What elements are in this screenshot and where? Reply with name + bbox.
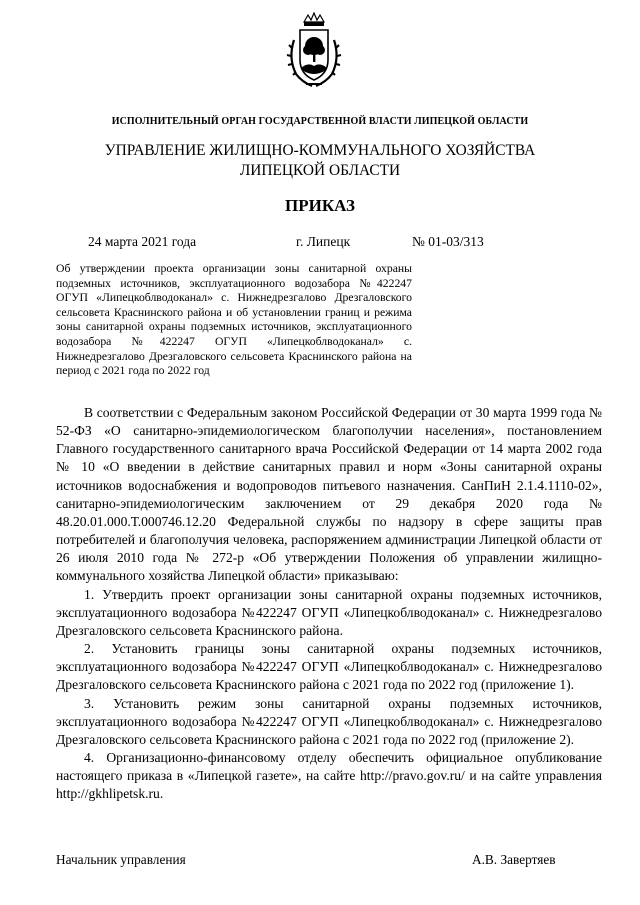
order-item-2: 2. Установить границы зоны санитарной охраны подземных источников, эксплуатационного водозабора №422247 ОГУП «Липецкоблводоканал» с. Нижнедрезгалово Дрезгаловского сельсовета Краснинского района с 2021 года по 2022 год (приложение 1).	[56, 641, 602, 693]
signatory-name: А.В. Завертяев	[472, 852, 556, 867]
document-type: ПРИКАЗ	[285, 196, 355, 215]
department-name-line2: ЛИПЕЦКОЙ ОБЛАСТИ	[239, 162, 401, 179]
order-preamble: В соответствии с Федеральным законом Российской Федерации от 30 марта 1999 года № 52-ФЗ «О санитарно-эпидемиологическом благополучии населения», постановлением Главного государственного санитарного врача Российской Федерации от 14 марта 2002 года № 10 «О введении в действие санитарных правил и норм «Зоны санитарной охраны источников водоснабжения и водопроводов питьевого назначения. СанПиН 2.1.4.1110-02», санитарно-эпидемиологическим заключением от 29 декабря 2020 года № 48.20.01.000.Т.000746.12.20 Федеральной службы по надзору в сфере защиты прав потребителей и благополучия человека, распоряжением администрации Липецкой области от 26 июля 2010 года № 272-р «Об утверждении Положения об управлении жилищно-коммунального хозяйства Липецкой области» приказываю:	[56, 405, 602, 584]
department-name	[0, 141, 640, 181]
order-number: № 01-03/313	[412, 234, 484, 249]
department-name-line1: УПРАВЛЕНИЕ ЖИЛИЩНО-КОММУНАЛЬНОГО ХОЗЯЙСТВА	[104, 142, 536, 159]
order-item-1: 1. Утвердить проект организации зоны санитарной охраны подземных источников, эксплуатационного водозабора №422247 ОГУП «Липецкоблводоканал» с. Нижнедрезгалово Дрезгаловского сельсовета Краснинского района.	[56, 586, 602, 638]
order-date: 24 марта 2021 года	[88, 234, 197, 249]
signatory-position: Начальник управления	[56, 852, 186, 867]
coat-of-arms-icon	[286, 12, 342, 90]
order-subject: Об утверждении проекта организации зоны санитарной охраны подземных источников, эксплуатационного водозабора №422247 ОГУП «Липецкоблводоканал» с. Нижнедрезгалово Дрезгаловского сельсовета Краснинского района и об установлении границ и режима зоны санитарной охраны подземных источников, эксплуатационного водозабора №422247 ОГУП «Липецкоблводоканал» с. Нижнедрезгалово Дрезгаловского сельсовета Краснинского района на период с 2021 года по 2022 год	[56, 262, 412, 378]
authority-name: ИСПОЛНИТЕЛЬНЫЙ ОРГАН ГОСУДАРСТВЕННОЙ ВЛАСТИ ЛИПЕЦКОЙ ОБЛАСТИ	[111, 116, 529, 127]
order-item-4: 4. Организационно-финансовому отделу обеспечить официальное опубликование настоящего приказа в «Липецкой газете», на сайте http://pravo.gov.ru/ и на сайте управления http://gkhlipetsk.ru.	[56, 749, 602, 802]
order-item-3: 3. Установить режим зоны санитарной охраны подземных источников, эксплуатационного водозабора №422247 ОГУП «Липецкоблводоканал» с. Нижнедрезгалово Дрезгаловского сельсовета Краснинского района с 2021 года по 2022 год (приложение 2).	[56, 695, 602, 747]
order-body	[56, 404, 602, 803]
order-city: г. Липецк	[296, 234, 351, 249]
